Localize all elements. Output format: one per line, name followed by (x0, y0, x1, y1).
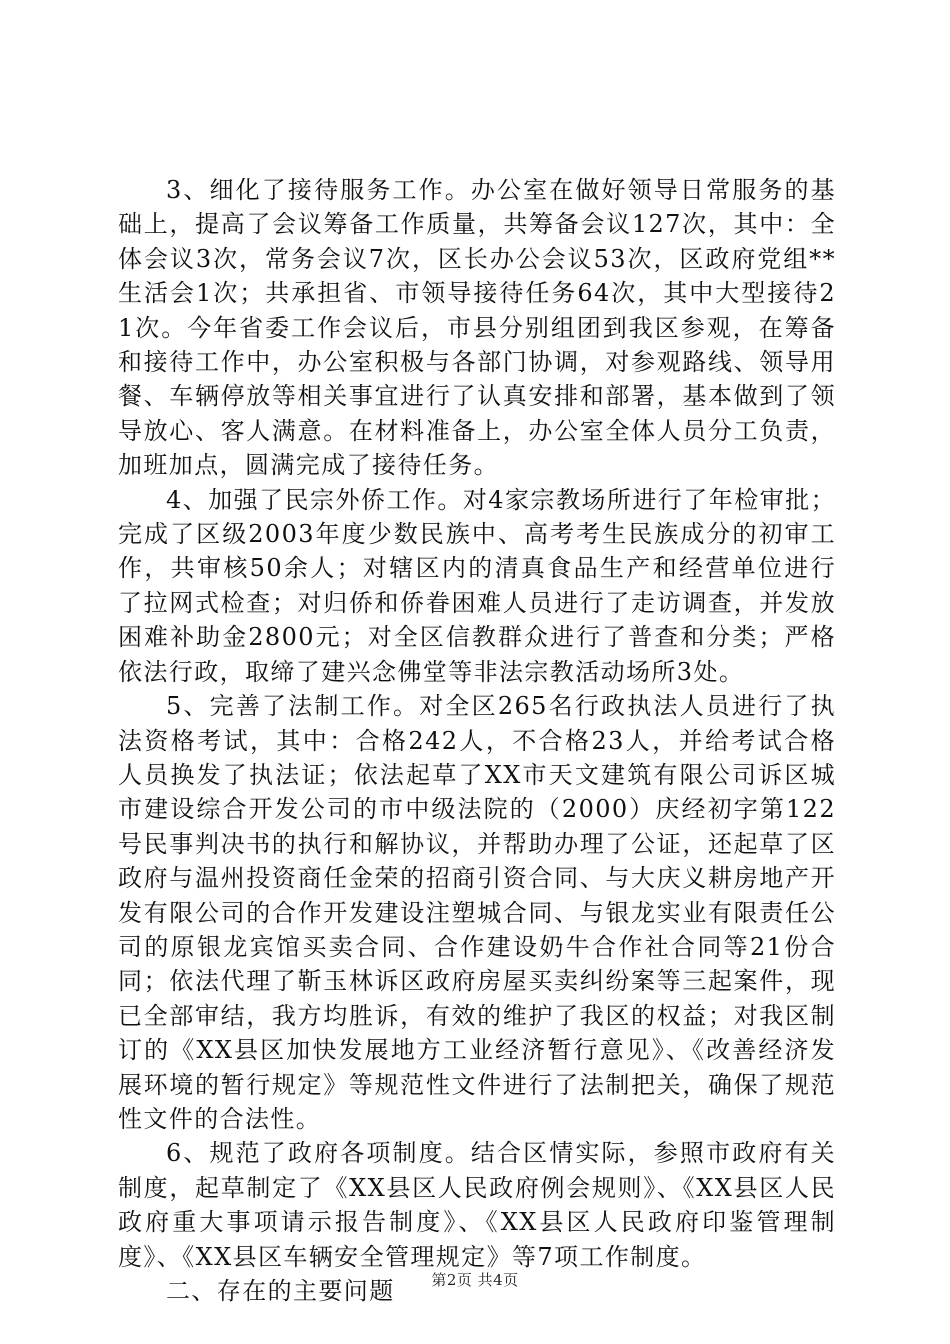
paragraph-ethnic-religious-affairs: 4、加强了民宗外侨工作。对4家宗教场所进行了年检审批；完成了区级2003年度少数民族中、高考考生民族成分的初审工作，共审核50余人；对辖区内的清真食品生产和经营单位进行了拉网式检查；对归侨和侨眷困难人员进行了走访调查，并发放困难补助金2800元；对全区信教群众进行了普查和分类；严格依法行政，取缔了建兴念佛堂等非法宗教活动场所3处。 (118, 485, 836, 686)
document-body (118, 173, 836, 1308)
paragraph-government-rules: 6、规范了政府各项制度。结合区情实际，参照市政府有关制度，起草制定了《XX县区人民政府例会规则》、《XX县区人民政府重大事项请示报告制度》、《XX县区人民政府印鉴管理制度》、《XX县区车辆安全管理规定》等7项工作制度。 (118, 1139, 836, 1271)
page-number-footer: 第2页 共4页 (431, 1271, 519, 1289)
section-heading: 二、存在的主要问题 (166, 1277, 395, 1305)
paragraph-reception-service: 3、细化了接待服务工作。办公室在做好领导日常服务的基础上，提高了会议筹备工作质量，共筹备会议127次，其中：全体会议3次，常务会议7次，区长办公会议53次，区政府党组**生活会1次；共承担省、市领导接待任务64次，其中大型接待21次。今年省委工作会议后，市县分别组团到我区参观，在筹备和接待工作中，办公室积极与各部门协调，对参观路线、领导用餐、车辆停放等相关事宜进行了认真安排和部署，基本做到了领导放心、客人满意。在材料准备上，办公室全体人员分工负责，加班加点，圆满完成了接待任务。 (118, 176, 836, 480)
paragraph-legal-work: 5、完善了法制工作。对全区265名行政执法人员进行了执法资格考试，其中：合格242人，不合格23人，并给考试合格人员换发了执法证；依法起草了XX市天文建筑有限公司诉区城市建设综合开发公司的市中级法院的（2000）庆经初字第122号民事判决书的执行和解协议，并帮助办理了公证，还起草了区政府与温州投资商任金荣的招商引资合同、与大庆义耕房地产开发有限公司的合作开发建设注塑城合同、与银龙实业有限责任公司的原银龙宾馆买卖合同、合作建设奶牛合作社合同等21份合同；依法代理了靳玉林诉区政府房屋买卖纠纷案等三起案件，现已全部审结，我方均胜诉，有效的维护了我区的权益；对我区制订的《XX县区加快发展地方工业经济暂行意见》、《改善经济发展环境的暂行规定》等规范性文件进行了法制把关，确保了规范性文件的合法性。 (118, 692, 836, 1133)
